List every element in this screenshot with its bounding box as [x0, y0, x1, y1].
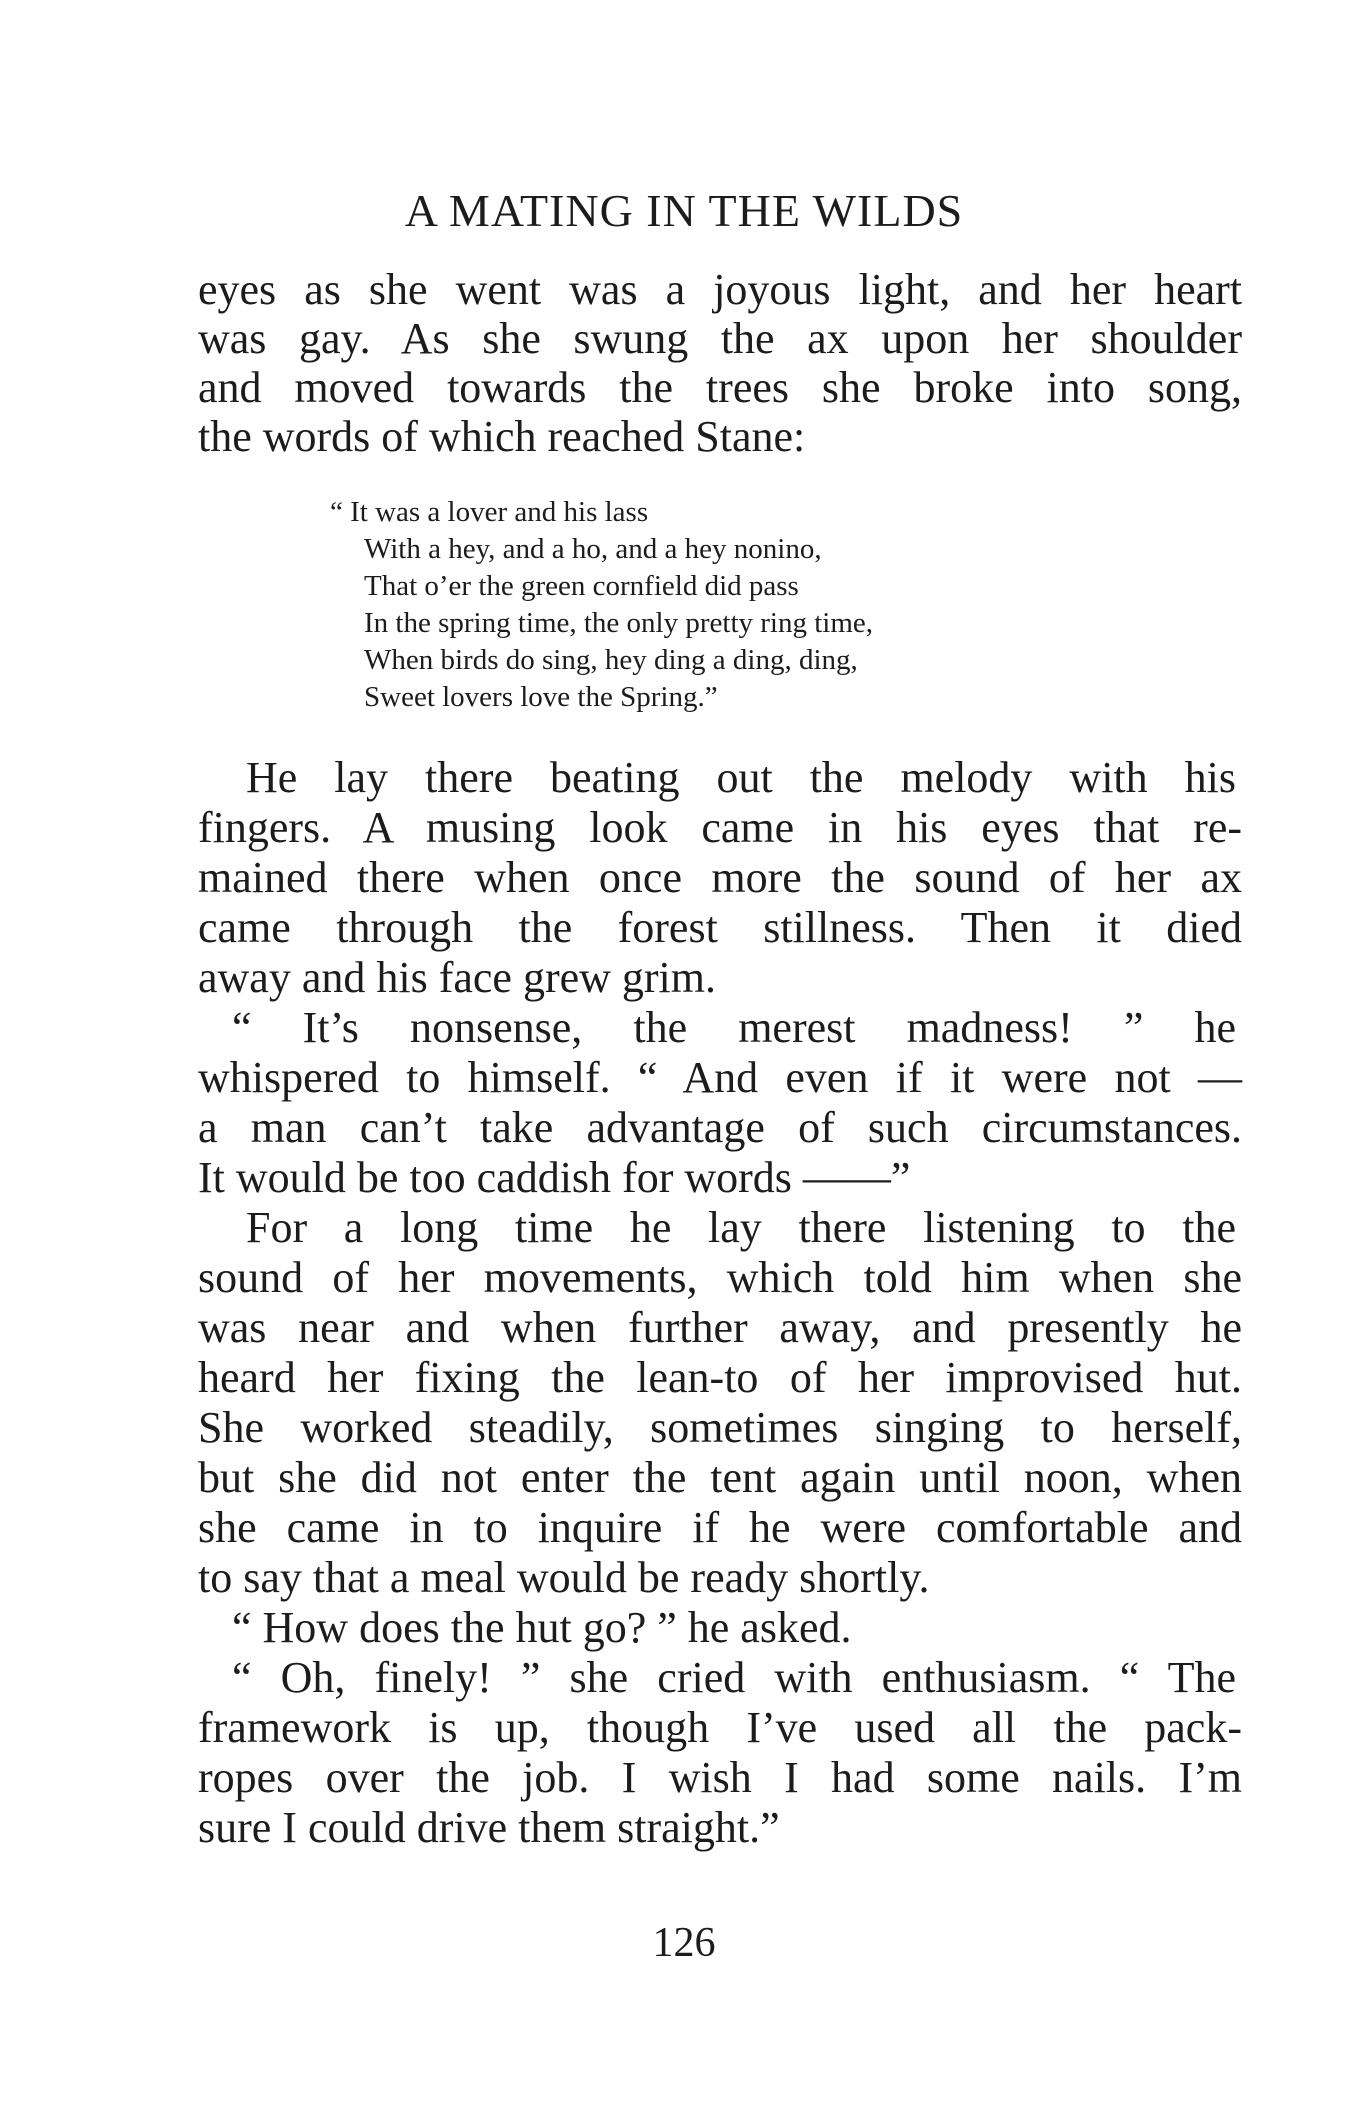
- text-line: fingers. A musing look came in his eyes that re-: [198, 803, 1242, 852]
- verse-line: That o’er the green cornfield did pass: [364, 570, 799, 602]
- verse-line: Sweet lovers love the Spring.”: [364, 681, 718, 713]
- text-line: ropes over the job. I wish I had some nails. I’m: [198, 1753, 1242, 1802]
- text-line: was near and when further away, and presently he: [198, 1303, 1242, 1352]
- verse-line: “ It was a lover and his lass: [330, 496, 649, 528]
- text-line: came through the forest stillness. Then it died: [198, 903, 1242, 952]
- text-line: whispered to himself. “ And even if it were not —: [198, 1053, 1242, 1102]
- text-line: For a long time he lay there listening to the: [246, 1203, 1236, 1252]
- text-line: She worked steadily, sometimes singing to herself,: [198, 1403, 1242, 1452]
- running-head: A MATING IN THE WILDS: [404, 185, 964, 236]
- page-number: 126: [652, 1920, 716, 1966]
- text-line: but she did not enter the tent again until noon, when: [198, 1453, 1242, 1502]
- text-line: away and his face grew grim.: [198, 953, 717, 1002]
- verse-line: In the spring time, the only pretty ring time,: [364, 607, 874, 639]
- text-line: mained there when once more the sound of her ax: [198, 853, 1242, 902]
- text-line: sure I could drive them straight.”: [198, 1803, 780, 1852]
- text-line: she came in to inquire if he were comfortable and: [198, 1503, 1242, 1552]
- text-line: He lay there beating out the melody with his: [246, 753, 1236, 802]
- text-line: to say that a meal would be ready shortly.: [198, 1553, 930, 1602]
- verse-line: When birds do sing, hey ding a ding, ding,: [364, 644, 858, 676]
- text-line: sound of her movements, which told him when she: [198, 1253, 1242, 1302]
- text-line: the words of which reached Stane:: [198, 412, 806, 461]
- text-line: a man can’t take advantage of such circumstances.: [198, 1103, 1242, 1152]
- text-line: and moved towards the trees she broke into song,: [198, 363, 1242, 412]
- text-line: It would be too caddish for words ——”: [198, 1153, 911, 1202]
- text-line: was gay. As she swung the ax upon her shoulder: [198, 314, 1242, 363]
- text-line: “ It’s nonsense, the merest madness! ” he: [232, 1003, 1236, 1052]
- text-line: eyes as she went was a joyous light, and her heart: [198, 265, 1242, 314]
- text-line: “ Oh, finely! ” she cried with enthusiasm. “ The: [232, 1653, 1236, 1702]
- verse-line: With a hey, and a ho, and a hey nonino,: [364, 533, 822, 565]
- text-line: heard her fixing the lean-to of her improvised hut.: [198, 1353, 1242, 1402]
- text-line: “ How does the hut go? ” he asked.: [232, 1603, 852, 1652]
- text-line: framework is up, though I’ve used all the pack-: [198, 1703, 1242, 1752]
